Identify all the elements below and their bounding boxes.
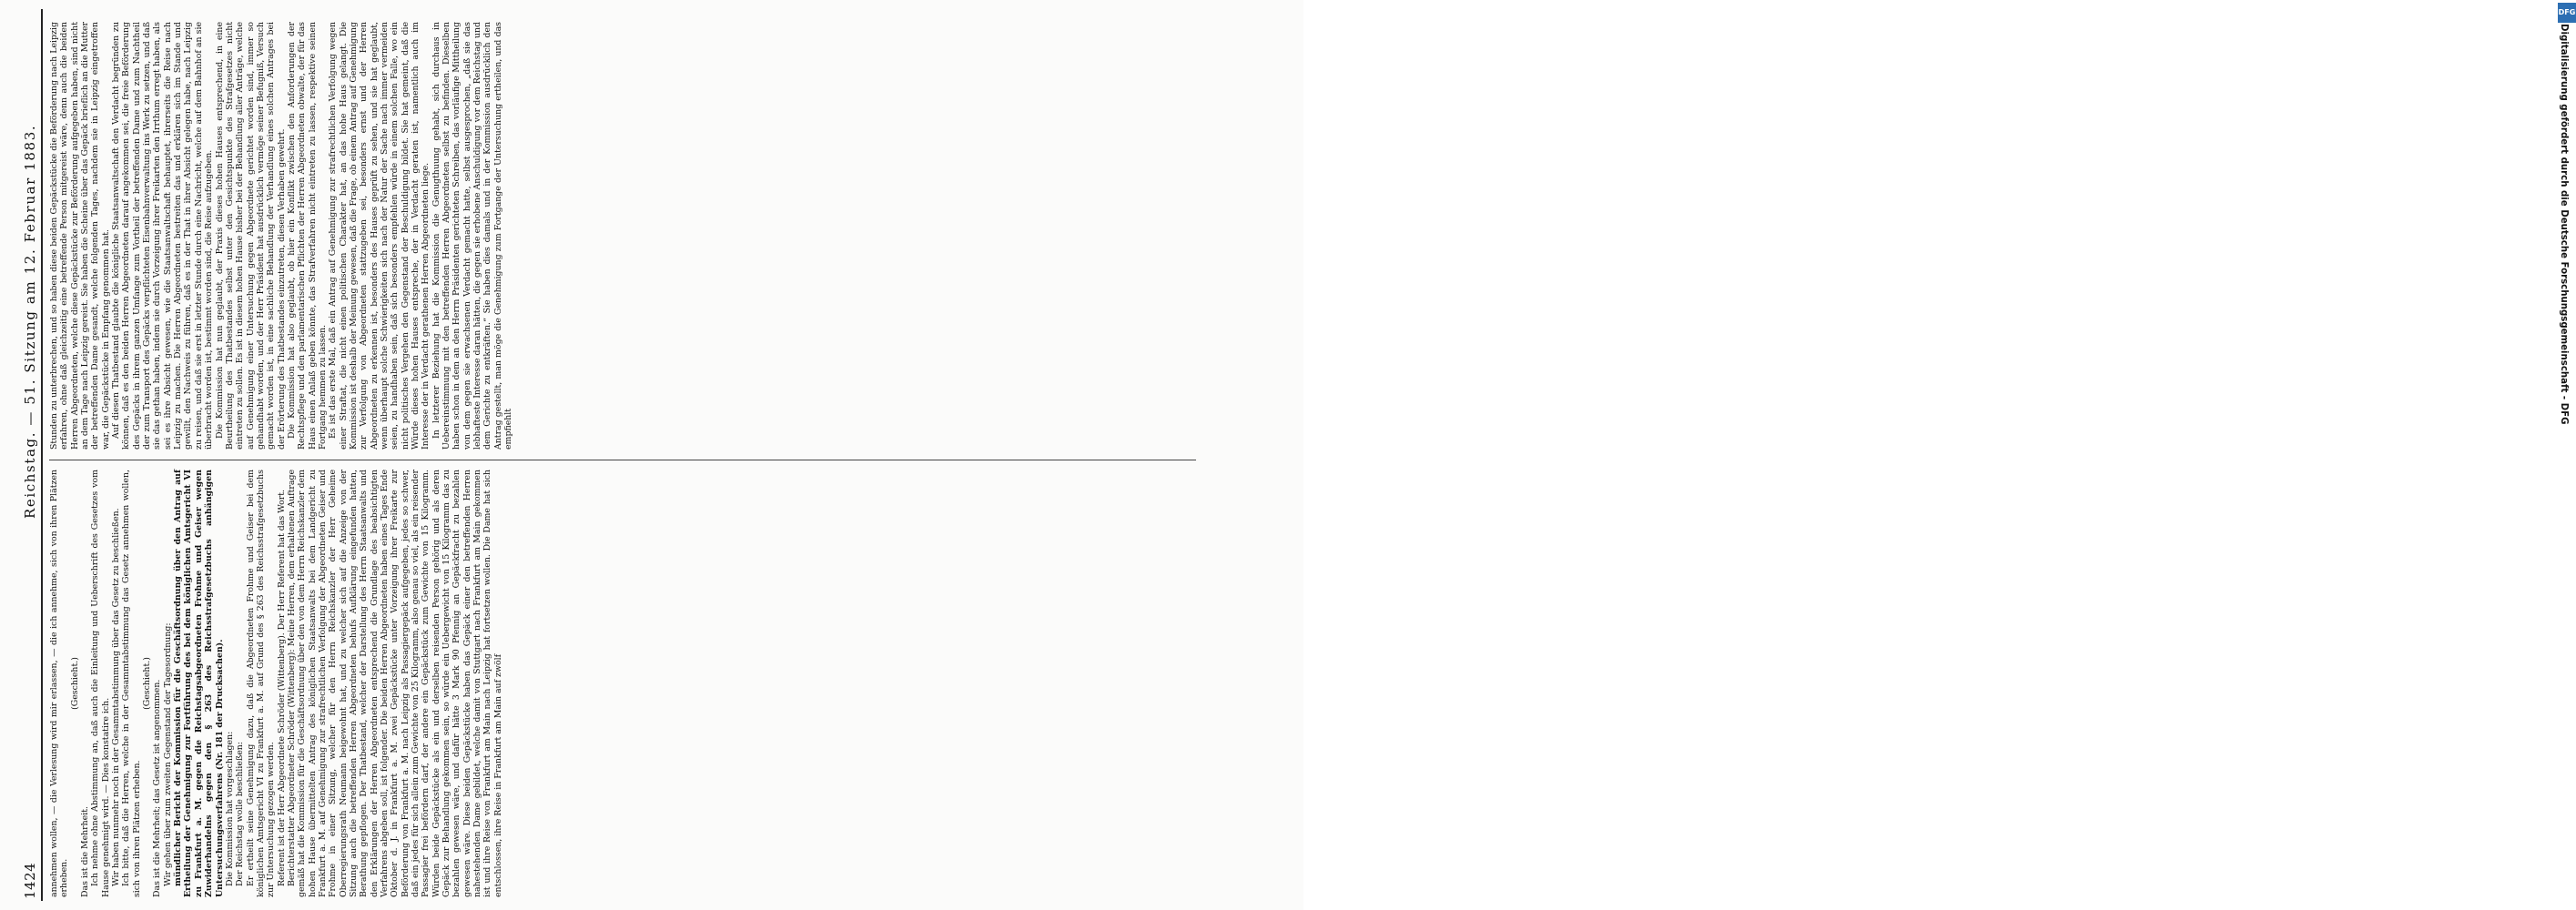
paragraph: Ich bitte, daß die Herren, welche in der Gesammtabstimmung das Gesetz annehmen wollen, sich von ihren Plätzen erheben. — [121, 470, 142, 897]
paragraph: Die Kommission hat also geglaubt, ob hier ein Konflikt zwischen den Anforderungen der Rechtspflege und den parlamentarischen Pflichten der Herren Abgeordneten obwalte, der für das Haus einen Anlaß geben könnte, das Strafverfahren nicht eintreten zu lassen, respektive seinen Fortgang hemmen zu lassen. — [286, 22, 328, 450]
paragraph: Er ertheilt seine Genehmigung dazu, daß die Abgeordneten Frohme und Geiser bei dem königlichen Amtsgericht VI zu Frankfurt a. M. auf Grund des § 263 des Reichsstrafgesetzbuchs zur Untersuchung gezogen werden. — [245, 470, 277, 897]
paragraph: Referent ist der Herr Abgeordnete Schröder (Wittenberg). Der Herr Referent hat das Wort. — [276, 489, 287, 886]
paragraph: Es ist das erste Mal, daß ein Antrag auf Genehmigung zur strafrechtlichen Verfolgung wegen einer Straftat, die nicht einen politischen Charakter hat, an das hohe Haus gelangt. Die Kommission ist deshalb der Meinung gewesen, daß die Frage, ob einem Antrag auf Genehmigung zur Verfolgung von Abgeordneten stattzugeben sei, besonders ernst und der Herren Abgeordneten zu erkennen ist, besonders des Hauses geprüft zu sehen, und sie hat geglaubt, wenn überhaupt solche Schwierigkeiten sich nach der Natur der Sache nach immer vermeiden seien, zu handhaben sein, daß sich besonders empfehlen würde in einem solchen Falle, wo ein nicht politisches Vergehen den Gegenstand der Beschuldigung bildet. Sie hat gemeint, daß die Würde dieses hohen Hauses entspreche, der in Verdacht geraten ist, namentlich auch im Interesse der in Verdacht gerathenen Herren Abgeordneten liege. — [328, 22, 431, 450]
digitization-credit: Digitalisierung gefördert durch die Deutsche Forschungsgemeinschaft - DFG — [2559, 24, 2569, 425]
header-rule — [41, 9, 43, 901]
paragraph: Das ist die Mehrheit. — [80, 806, 91, 897]
paragraph: (Geschieht.) — [69, 657, 80, 710]
credit-strip — [1278, 0, 2576, 910]
paragraph: Berichterstatter Abgeordneter Schröder (Wittenberg): Meine Herren, dem erhaltenen Auftrage gemäß hat die Kommission für die Geschäftsordnung über den von dem Herrn Reichskanzler dem hohen Hause übermittelten Antrag des königlichen Staatsanwalts bei dem Landgericht zu Frankfurt a. M. auf Genehmigung zur strafrechtlichen Verfolgung der Abgeordneten Geiser und Frohme in einer Sitzung, welcher für den Herrn Reichskanzler der Herr Geheime Oberregierungsrath Neumann beigewohnt hat, und zu welcher sich auf die Anzeige von der Sitzung auch die betreffenden Herren Abgeordneten behufs Aufklärung eingefunden hatten, Berathung gepflogen. Der Thatbestand, welcher der Darstellung des Herrn Staatsanwalts und den Erklärungen der Herren Abgeordneten entsprechend die Grundlage des beabsichtigten Verfahrens abgeben soll, ist folgender. Die beiden Herren Abgeordneten haben eines Tages Ende Oktober d. J. in Frankfurt a. M. zwei Gepäckstücke unter Vorzeigung ihrer Freikarte zur Beförderung von Frankfurt a. M. nach Leipzig als Passagiergepäck aufgegeben, jedes so schwer, daß ein jedes für sich allein zum Gewichte von 25 Kilogramm, also genau so viel, als ein reisender Passagier frei befördern darf, der andere ein Gepäckstück zum Gewichte von 15 Kilogramm. Würden beide Gepäckstücke als ein und derselben reisenden Person gehörig und als deren Gepäck zur Behandlung gekommen sein, so würde ein Uebergewicht von 15 Kilogramm das zu bezahlen gewesen wäre, und dafür hätte 3 Mark 90 Pfennig an Gepäckfracht zu bezahlen gewesen wäre. Diese beiden Gepäckstücke haben das Gepäck einer den betreffenden Herren nahestehenden Dame gebildet, welche damit von Stuttgart nach Frankfurt am Main gekommen ist und ihre Reise von Frankfurt am Main nach Leipzig hat fortsetzen wollen. Die Dame hat sich entschlossen, ihre Reise in Frankfurt am Main auf zwölf — [286, 470, 503, 897]
paragraph: Ich nehme ohne Abstimmung an, daß auch die Einleitung und Ueberschrift des Gesetzes vom Hause genehmigt wird. — Dies konstatire ich. — [90, 470, 111, 897]
paragraph: Stunden zu unterbrechen, und so haben diese beiden Gepäckstücke die Beförderung nach Leipzig erfahren, ohne daß gleichzeitig eine betreffende Person mitgereist wäre, denn auch die beiden Herren Abgeordneten, welche diese Gepäckstücke zur Beförderung aufgegeben haben, sind nicht an dem Tage nach Leipzig gereist. Sie haben die Scheine über das Gepäck brieflich an die Mutter der betreffenden Dame gesandt, welche folgenden Tages, nachdem sie in Leipzig eingetroffen war, die Gepäckstücke in Empfang genommen hat. — [49, 22, 111, 450]
paragraph: Auf diesen Thatbestand glaubte die königliche Staatsanwaltschaft den Verdacht begründen zu können, daß es den beiden Herren Abgeordneten darauf angekommen sei, die freie Beförderung des Gepäcks in ihrem ganzen Umfange zum Vortheil der betreffenden Dame und zum Nachtheil der zum Transport des Gepäcks verpflichteten Eisenbahnverwaltung ins Werk zu setzen, und daß sie das gethan haben, indem sie durch Vorzeigung ihrer Freikarten den Irrthum erregt haben, als sei es ihre Absicht gewesen, wie die Staatsanwaltschaft behauptet, ihrerseits die Reise nach Leipzig zu machen. Die Herren Abgeordneten bestreiten das und erklären sich im Stande und gewillt, den Nachweis zu führen, daß es in der That in ihrer Absicht gelegen habe, nach Leipzig zu reisen, und daß sie erst in letzter Stunde durch eine Nachricht, welche auf dem Bahnhof an sie überbracht worden ist, bestimmt worden sind, die Reise aufzugeben. — [111, 22, 215, 450]
right-column — [49, 22, 1260, 450]
paragraph: Wir gehen über zum zweiten Gegenstand der Tagesordnung: — [162, 622, 173, 886]
page-number: 1424 — [22, 862, 38, 899]
paragraph: mündlicher Bericht der Kommission für die Geschäftsordnung über den Antrag auf Ertheilung der Genehmigung zur Fortführung des bei dem königlichen Amtsgericht VI zu Frankfurt a. M. gegen die Reichstagsabgeordneten Frohme und Geiser wegen Zuwiderhandelns gegen den § 263 des Reichsstrafgesetzbuchs anhängigen Untersuchungsverfahrens (Nr. 181 der Drucksachen). — [173, 470, 225, 897]
left-column — [49, 470, 1260, 897]
paragraph: Die Kommission hat nun geglaubt, der Praxis dieses hohen Hauses entsprechend, in eine Beurtheilung des Thatbestandes selbst unter den Gesichtspunkte des Strafgesetzes nicht eintreten zu sollen. Es ist in diesem hohen Hause bisher bei der Behandlung aller Anträge, welche auf Genehmigung einer Untersuchung gegen Abgeordnete gerichtet worden sind, immer so gehandhabt worden, und der Herr Präsident hat ausdrücklich vermöge seiner Befugniß, Versuch gemacht worden ist, in eine sachliche Behandlung der Verhandlung eines solchen Antrages bei der Erörterung des Thatbestandes einzutreten, diesen Verhaben gewehrt. — [214, 22, 287, 450]
running-title: Reichstag. — 51. Sitzung am 12. Februar 1883. — [22, 124, 38, 519]
paragraph: Der Reichstag wolle beschließen: — [235, 742, 246, 886]
paragraph: In letzterer Beziehung hat die Kommission die Genugthuung gehabt, sich durchaus in Uebereinstimmung mit den betreffenden Herren Abgeordneten selbst zu befinden. Dieselben haben schon in dem an den Herrn Präsidenten gerichteten Schreiben, das vorläufige Mittheilung von dem gegen sie erwachsenen Verdacht gemacht hatte, selbst ausgesprochen, „daß sie das lebhafteste Interesse daran hätten, die gegen sie erhobene Anschuldigung vor dem Reichstag und dem Gerichte zu entkräften.“ Sie haben dies damals und in der Kommission ausdrücklich den Antrag gestellt, man möge die Genehmigung zum Fortgange der Untersuchung ertheilen, und das empfiehlt — [431, 22, 514, 450]
paragraph: (Geschieht.) — [142, 657, 153, 710]
paragraph: Die Kommission hat vorgeschlagen: — [224, 731, 235, 886]
paragraph: Das ist die Mehrheit; das Gesetz ist angenommen. — [152, 679, 163, 897]
paragraph: annehmen wollen, — die Verlesung wird mir erlassen, — die ich annehme, sich von ihren Plätzen erheben. — [49, 470, 70, 897]
paragraph: Wir haben nunmehr noch in der Gesammtabstimmung über das Gesetz zu beschließen. — [111, 508, 122, 886]
dfg-logo: DFG — [2558, 3, 2576, 23]
